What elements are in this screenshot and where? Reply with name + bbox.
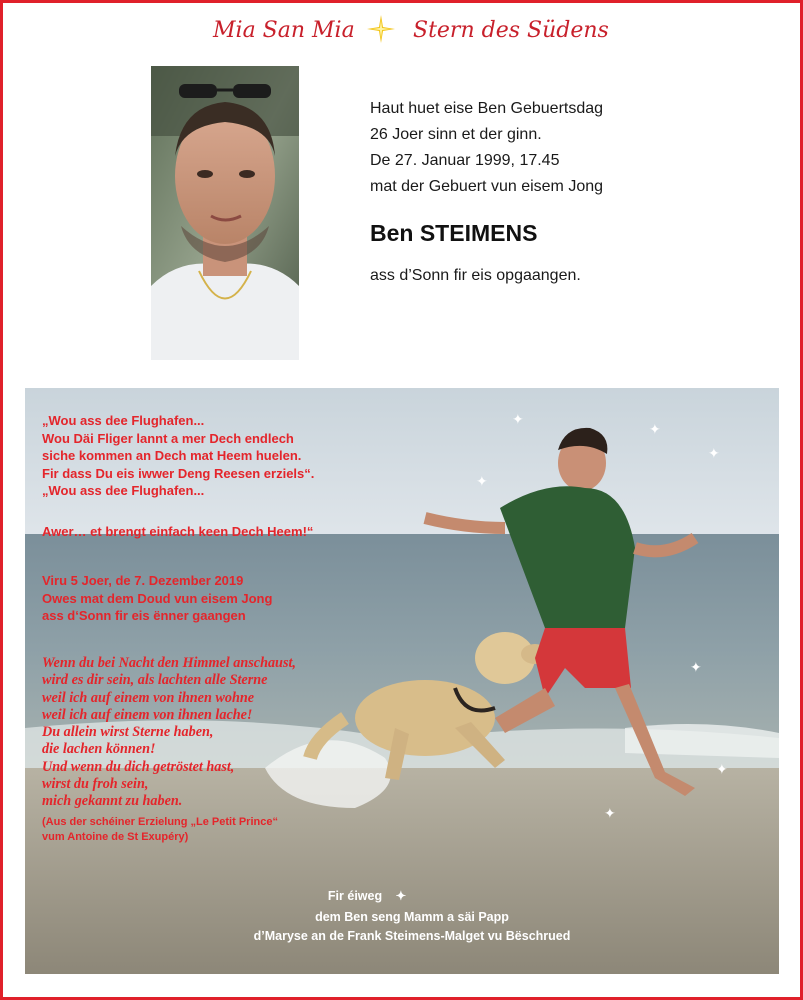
quote-line: Wou Däi Fliger lannt a mer Dech endlech — [42, 430, 294, 446]
intro-line: mat der Gebuert vun eisem Jong — [370, 178, 604, 195]
source-line: (Aus der schéiner Erzielung „Le Petit Prince“ — [42, 816, 278, 828]
poem-line: Du allein wirst Sterne haben, — [42, 724, 214, 741]
poem-line: weil ich auf einem von ihnen lache! — [42, 706, 253, 723]
sparkle-icon: ✦ — [476, 474, 488, 490]
quote-block — [42, 412, 314, 500]
quote-conclusion: Awer… et brengt einfach keen Dech Heem!“ — [42, 524, 314, 539]
quote-line: „Wou ass dee Flughafen... — [42, 483, 205, 498]
sparkle-icon: ✦ — [716, 762, 728, 778]
poem-line: wirst du froh sein, — [42, 776, 149, 793]
sparkle-star-icon — [366, 14, 396, 50]
intro-line: Haut huet eise Ben Gebuertsdag — [370, 100, 604, 117]
viru-line: Owes mat dem Doud vun eisem Jong — [42, 590, 273, 606]
sparkle-icon: ✦ — [604, 806, 616, 822]
header-left-motto: Mia San Mia — [213, 18, 355, 43]
signature-forever: Fir éiweg — [327, 889, 383, 903]
sparkle-icon: ✦ — [690, 660, 702, 676]
signature-line-1 — [202, 888, 532, 903]
quote-line: siche kommen an Dech mat Heem huelen. — [42, 448, 302, 463]
sparkle-icon: ✦ — [395, 889, 407, 903]
poem-line: die lachen können! — [42, 741, 156, 758]
signature-line-3: d’Maryse an de Frank Steimens-Malget vu Bëschrued — [253, 929, 571, 943]
viru-line: Viru 5 Joer, de 7. Dezember 2019 — [42, 573, 244, 588]
sparkle-icon: ✦ — [708, 446, 720, 462]
poem-line: Wenn du bei Nacht den Himmel anschaust, — [42, 655, 296, 671]
intro-line: De 27. Januar 1999, 17.45 — [370, 152, 560, 169]
intro-text — [370, 96, 603, 200]
viru-line: ass d‘Sonn fir eis ënner gaangen — [42, 608, 246, 623]
date-of-death-block — [42, 572, 272, 625]
source-line: vum Antoine de St Exupéry) — [42, 831, 189, 843]
quote-line: „Wou ass dee Flughafen... — [42, 413, 205, 428]
poem-line: weil ich auf einem von ihnen wohne — [42, 689, 255, 706]
sparkle-icon: ✦ — [512, 412, 524, 428]
poem-line: mich gekannt zu haben. — [42, 793, 183, 810]
poem-block — [42, 655, 296, 811]
sparkle-icon: ✦ — [649, 422, 661, 438]
signature-line-2: dem Ben seng Mamm a säi Papp — [315, 910, 509, 924]
header-right-motto: Stern des Südens — [413, 18, 609, 43]
quote-line: Fir dass Du eis iwwer Deng Reesen erziels“. — [42, 465, 315, 481]
poem-source — [42, 815, 278, 845]
poem-line: wird es dir sein, als lachten alle Sterne — [42, 672, 268, 689]
deceased-name: Ben STEIMENS — [370, 220, 538, 246]
portrait-photo — [151, 66, 299, 360]
after-name-text: ass d’Sonn fir eis opgaangen. — [370, 267, 581, 284]
poem-line: Und wenn du dich getröstet hast, — [42, 758, 235, 775]
intro-line: 26 Joer sinn et der ginn. — [370, 126, 542, 143]
